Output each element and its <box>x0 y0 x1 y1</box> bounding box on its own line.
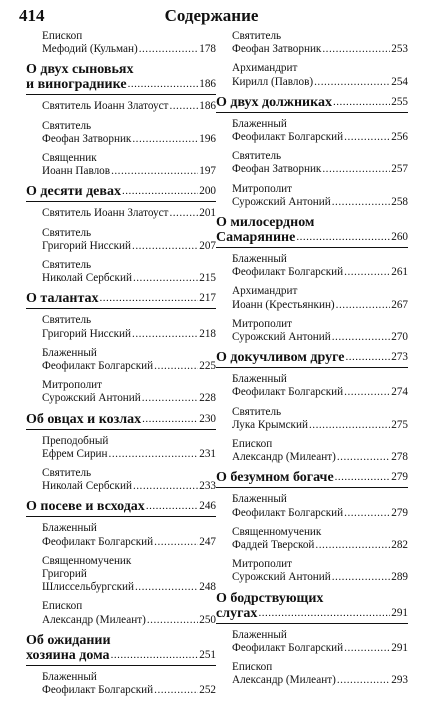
page-ref: 196 <box>199 132 216 145</box>
section-title: хозяина дома <box>26 647 110 663</box>
page-ref: 275 <box>391 418 408 431</box>
dot-leader <box>133 480 198 493</box>
dot-leader <box>133 272 198 285</box>
dot-leader <box>337 674 390 687</box>
author-title: Святитель <box>232 30 282 42</box>
author-name-line: Григорий <box>42 568 87 581</box>
section-title: О посеве и всходах <box>26 499 145 515</box>
dot-leader <box>142 412 198 427</box>
dot-leader <box>344 266 390 279</box>
author-name: Феофилакт Болгарский <box>232 506 344 519</box>
toc-entry <box>232 285 408 311</box>
page-ref: 201 <box>199 207 216 220</box>
author-name: Александр (Милеант) <box>232 451 336 464</box>
author-name: Сурожский Антоний <box>232 195 331 208</box>
page-ref: 267 <box>391 298 408 311</box>
author-name: Феофилакт Болгарский <box>232 131 344 144</box>
page-ref: 253 <box>391 43 408 56</box>
toc-entry <box>232 30 408 56</box>
toc-section-heading <box>26 499 216 517</box>
section-title-line: О милосердном <box>216 215 315 231</box>
dot-leader <box>332 196 390 209</box>
author-name: Феофилакт Болгарский <box>42 360 154 373</box>
section-title-line: Об ожидании <box>26 632 111 648</box>
page-ref: 247 <box>199 535 216 548</box>
dot-leader <box>147 614 198 627</box>
author-title: Преподобный <box>42 434 109 447</box>
author-title: Блаженный <box>42 346 97 359</box>
toc-section-heading <box>216 350 408 368</box>
author-name: Сурожский Антоний <box>232 571 331 584</box>
toc-section-heading <box>26 412 216 430</box>
page-ref: 260 <box>391 231 408 244</box>
dot-leader <box>314 76 390 89</box>
page-ref: 293 <box>391 674 408 687</box>
author-title: Блаженный <box>42 670 97 683</box>
dot-leader <box>169 207 198 220</box>
section-title: О десяти девах <box>26 184 121 200</box>
author-title: Епископ <box>42 600 83 613</box>
dot-leader <box>135 581 198 594</box>
toc-entry <box>42 314 216 340</box>
author-title: Митрополит <box>232 558 293 571</box>
author-name: Александр (Милеант) <box>232 674 336 687</box>
author-title: Святитель <box>42 467 92 480</box>
author-title: Святитель <box>42 226 92 239</box>
dot-leader <box>111 648 199 663</box>
section-title: О безумном богаче <box>216 470 334 486</box>
page-ref: 261 <box>391 266 408 279</box>
toc-entry <box>42 100 216 113</box>
dot-leader <box>345 350 390 365</box>
page-ref: 246 <box>199 500 216 513</box>
dot-leader <box>169 100 198 113</box>
author-title: Святитель <box>42 259 92 272</box>
author-name: Николай Сербский <box>42 272 132 285</box>
author-name: Фаддей Тверской <box>232 539 315 552</box>
section-title-line: О бодрствующих <box>216 590 324 606</box>
page-ref: 230 <box>199 412 216 425</box>
dot-leader <box>322 163 390 176</box>
author-name: Мефодий (Кульман) <box>42 43 138 56</box>
page-ref: 217 <box>199 292 216 305</box>
toc-right-column <box>216 30 408 694</box>
dot-leader <box>139 43 199 56</box>
page-ref: 197 <box>199 165 216 178</box>
dot-leader <box>344 131 390 144</box>
section-title: О докучливом друге <box>216 350 345 366</box>
page-ref: 289 <box>391 571 408 584</box>
dot-leader <box>315 539 390 552</box>
author-name: Феофан Затворник <box>42 132 132 145</box>
toc-entry <box>42 227 216 253</box>
toc-entry <box>42 435 216 461</box>
page-ref: 258 <box>391 195 408 208</box>
toc-entry <box>42 555 216 595</box>
author-name: Феофилакт Болгарский <box>232 386 344 399</box>
dot-leader <box>332 571 390 584</box>
page-ref: 233 <box>199 480 216 493</box>
dot-leader <box>128 77 199 92</box>
author-title: Святитель <box>42 314 92 327</box>
toc-entry <box>42 600 216 626</box>
toc-entry <box>42 207 216 220</box>
toc-section-heading <box>26 62 216 95</box>
section-title: О двух должниках <box>216 94 332 110</box>
toc-entry <box>42 259 216 285</box>
page-ref: 279 <box>391 471 408 484</box>
author-title: Архимандрит <box>232 285 298 298</box>
page-number: 414 <box>19 6 45 25</box>
section-title-line: О двух сыновьях <box>26 62 134 78</box>
toc-entry <box>232 493 408 519</box>
author-title: Блаженный <box>232 493 287 506</box>
author-name: Николай Сербский <box>42 480 132 493</box>
author-title: Епископ <box>42 30 83 42</box>
page-ref: 273 <box>391 351 408 364</box>
author-name: Григорий Нисский <box>42 327 132 340</box>
author-title: Священник <box>42 152 97 165</box>
toc-entry <box>232 118 408 144</box>
author-name: Феофилакт Болгарский <box>232 641 344 654</box>
toc-entry <box>42 671 216 697</box>
author-name: Ефрем Сирин <box>42 447 108 460</box>
section-title: О талантах <box>26 291 99 307</box>
toc-entry <box>232 438 408 464</box>
page-ref: 200 <box>199 185 216 198</box>
toc-entry <box>42 467 216 493</box>
author-title: Блаженный <box>232 117 287 130</box>
author-title: Митрополит <box>232 182 293 195</box>
toc-left-column <box>26 30 216 703</box>
toc-section-heading <box>26 633 216 666</box>
author-name: Феофилакт Болгарский <box>42 684 154 697</box>
dot-leader <box>142 392 198 405</box>
author-name: Александр (Милеант) <box>42 613 146 626</box>
page-ref: 279 <box>391 506 408 519</box>
dot-leader <box>154 684 198 697</box>
dot-leader <box>146 499 198 514</box>
toc-section-heading <box>216 470 408 488</box>
page-ref: 278 <box>391 451 408 464</box>
page-ref: 215 <box>199 272 216 285</box>
page-ref: 254 <box>391 75 408 88</box>
author-name: Феофан Затворник <box>232 43 322 56</box>
author-title: Епископ <box>232 661 273 674</box>
section-title: слугах <box>216 605 258 621</box>
toc-entry <box>232 183 408 209</box>
author-title: Митрополит <box>42 379 103 392</box>
toc-entry <box>42 30 216 56</box>
page-ref: 274 <box>391 386 408 399</box>
dot-leader <box>132 133 198 146</box>
author-title: Епископ <box>232 438 273 451</box>
dot-leader <box>344 642 390 655</box>
page-ref: 248 <box>199 581 216 594</box>
page-ref: 270 <box>391 331 408 344</box>
page-ref: 225 <box>199 360 216 373</box>
dot-leader <box>309 419 390 432</box>
author-name: Шлиссельбургский <box>42 581 134 594</box>
toc-entry <box>232 318 408 344</box>
author-title: Блаженный <box>42 522 97 535</box>
toc-entry <box>42 522 216 548</box>
author-title: Блаженный <box>232 253 287 266</box>
toc-section-heading <box>26 291 216 309</box>
dot-leader <box>335 470 391 485</box>
page-ref: 186 <box>199 100 216 113</box>
toc-entry <box>232 373 408 399</box>
dot-leader <box>100 291 199 306</box>
dot-leader <box>132 328 198 341</box>
author-title: Святитель <box>232 150 282 163</box>
toc-entry <box>232 62 408 88</box>
toc-section-heading <box>26 184 216 202</box>
author-title: Священномученик <box>42 554 132 567</box>
toc-entry <box>232 558 408 584</box>
toc-entry <box>232 526 408 552</box>
dot-leader <box>344 386 390 399</box>
author-title: Блаженный <box>232 628 287 641</box>
page-ref: 252 <box>199 684 216 697</box>
page-ref: 250 <box>199 613 216 626</box>
author-name: Феофилакт Болгарский <box>232 266 344 279</box>
dot-leader <box>322 43 390 56</box>
toc-entry <box>42 152 216 178</box>
dot-leader <box>258 606 390 621</box>
toc-entry <box>232 406 408 432</box>
dot-leader <box>336 299 391 312</box>
author-title: Архимандрит <box>232 62 298 75</box>
author-name: Святитель Иоанн Златоуст <box>42 207 169 220</box>
author-name: Лука Крымский <box>232 418 308 431</box>
page-ref: 251 <box>199 648 216 661</box>
author-name: Иоанн (Крестьянкин) <box>232 298 335 311</box>
author-name: Феофан Затворник <box>232 163 322 176</box>
author-title: Священномученик <box>232 525 322 538</box>
page-ref: 291 <box>391 606 408 619</box>
section-title: и винограднике <box>26 77 127 93</box>
page-ref: 178 <box>199 43 216 56</box>
section-title: Самарянине <box>216 230 296 246</box>
author-name: Григорий Нисский <box>42 239 132 252</box>
dot-leader <box>132 240 198 253</box>
dot-leader <box>296 230 390 245</box>
dot-leader <box>337 451 390 464</box>
toc-entry <box>42 120 216 146</box>
author-title: Святитель <box>42 119 92 132</box>
author-name: Сурожский Антоний <box>42 392 141 405</box>
section-title: Об овцах и козлах <box>26 411 142 427</box>
author-name: Иоанн Павлов <box>42 165 111 178</box>
dot-leader <box>111 165 198 178</box>
page-ref: 231 <box>199 447 216 460</box>
author-name: Кирилл (Павлов) <box>232 75 314 88</box>
toc-entry <box>232 150 408 176</box>
page-ref: 282 <box>391 539 408 552</box>
page-ref: 256 <box>391 131 408 144</box>
page-ref: 218 <box>199 327 216 340</box>
page-ref: 255 <box>391 95 408 108</box>
author-name: Святитель Иоанн Златоуст <box>42 100 169 113</box>
author-title: Блаженный <box>232 373 287 386</box>
toc-section-heading <box>216 95 408 113</box>
dot-leader <box>109 448 199 461</box>
toc-entry <box>42 347 216 373</box>
toc-section-heading <box>216 591 408 624</box>
page-header <box>0 0 423 34</box>
running-title: Содержание <box>164 6 259 25</box>
toc-section-heading <box>216 215 408 248</box>
dot-leader <box>344 507 390 520</box>
dot-leader <box>154 360 198 373</box>
dot-leader <box>122 184 198 199</box>
dot-leader <box>154 536 198 549</box>
toc-entry <box>232 253 408 279</box>
author-title: Митрополит <box>232 317 293 330</box>
dot-leader <box>332 331 390 344</box>
page-ref: 186 <box>199 78 216 91</box>
page-ref: 257 <box>391 163 408 176</box>
toc-entry <box>232 629 408 655</box>
author-name: Сурожский Антоний <box>232 331 331 344</box>
page-ref: 228 <box>199 392 216 405</box>
author-title: Святитель <box>232 405 282 418</box>
dot-leader <box>333 95 390 110</box>
toc-entry <box>42 379 216 405</box>
author-name: Феофилакт Болгарский <box>42 535 154 548</box>
page-ref: 207 <box>199 239 216 252</box>
toc-entry <box>232 661 408 687</box>
page-ref: 291 <box>391 641 408 654</box>
